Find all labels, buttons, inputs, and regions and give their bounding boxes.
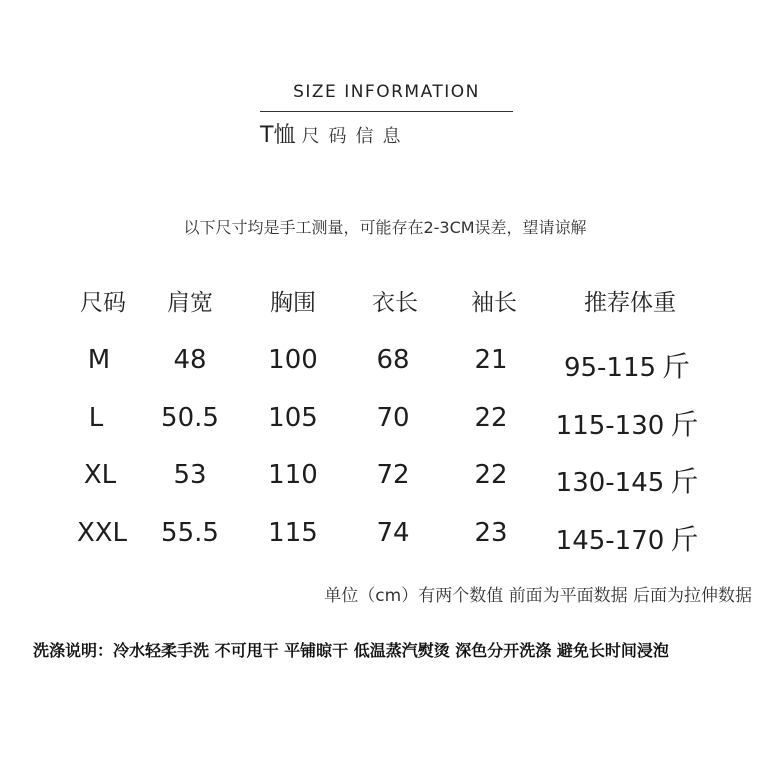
- row-xl-weight: [527, 460, 727, 500]
- row-xl-chest: 110: [268, 460, 318, 490]
- wash-instructions: 洗涤说明：冷水轻柔手洗 不可甩干 平铺晾干 低温蒸汽熨烫 深色分开洗涤 避免长时间浸泡: [33, 641, 669, 660]
- row-xl-sleeve: 22: [474, 460, 508, 490]
- measurement-note: 以下尺寸均是手工测量，可能存在2-3CM误差，望请谅解: [183, 218, 587, 237]
- row-m-weight-range: 95-115: [563, 353, 657, 383]
- row-xl-length: 72: [376, 460, 410, 490]
- row-xl-weight-range: 130-145: [555, 468, 665, 498]
- row-xxl-weight-unit: 斤: [670, 523, 699, 556]
- row-l-weight: [527, 403, 727, 443]
- row-l-sleeve: 22: [474, 403, 508, 433]
- row-xxl-sleeve: 23: [474, 518, 508, 548]
- title-english: SIZE INFORMATION: [293, 82, 480, 102]
- title-chinese-main: T恤: [260, 123, 296, 148]
- row-xxl-shoulder: 55.5: [161, 518, 219, 548]
- row-xl-size: XL: [83, 460, 117, 490]
- row-m-chest: 100: [268, 345, 318, 375]
- unit-note: 单位（cm）有两个数值 前面为平面数据 后面为拉伸数据: [324, 586, 752, 606]
- row-l-size: L: [88, 403, 104, 433]
- title-divider: [260, 111, 513, 112]
- row-l-weight-range: 115-130: [555, 411, 665, 441]
- title-chinese: [260, 118, 409, 149]
- row-l-chest: 105: [268, 403, 318, 433]
- header-chest: 胸围: [270, 290, 316, 316]
- row-m-length: 68: [376, 345, 410, 375]
- header-sleeve: 袖长: [471, 290, 517, 316]
- row-l-weight-unit: 斤: [670, 408, 699, 441]
- row-m-sleeve: 21: [474, 345, 508, 375]
- row-xxl-size: XXL: [76, 518, 128, 548]
- row-xxl-weight-range: 145-170: [555, 526, 665, 556]
- row-m-size: M: [87, 345, 111, 375]
- row-m-weight-unit: 斤: [662, 350, 691, 383]
- row-l-shoulder: 50.5: [161, 403, 219, 433]
- row-xxl-weight: [527, 518, 727, 558]
- title-chinese-sub: 尺码信息: [301, 126, 410, 147]
- header-weight: 推荐体重: [584, 290, 676, 316]
- row-xl-weight-unit: 斤: [670, 465, 699, 498]
- row-xxl-chest: 115: [268, 518, 318, 548]
- header-length: 衣长: [372, 290, 418, 316]
- row-l-length: 70: [376, 403, 410, 433]
- header-size: 尺码: [80, 290, 126, 316]
- row-m-shoulder: 48: [173, 345, 207, 375]
- header-shoulder: 肩宽: [167, 290, 213, 316]
- row-xl-shoulder: 53: [173, 460, 207, 490]
- row-xxl-length: 74: [376, 518, 410, 548]
